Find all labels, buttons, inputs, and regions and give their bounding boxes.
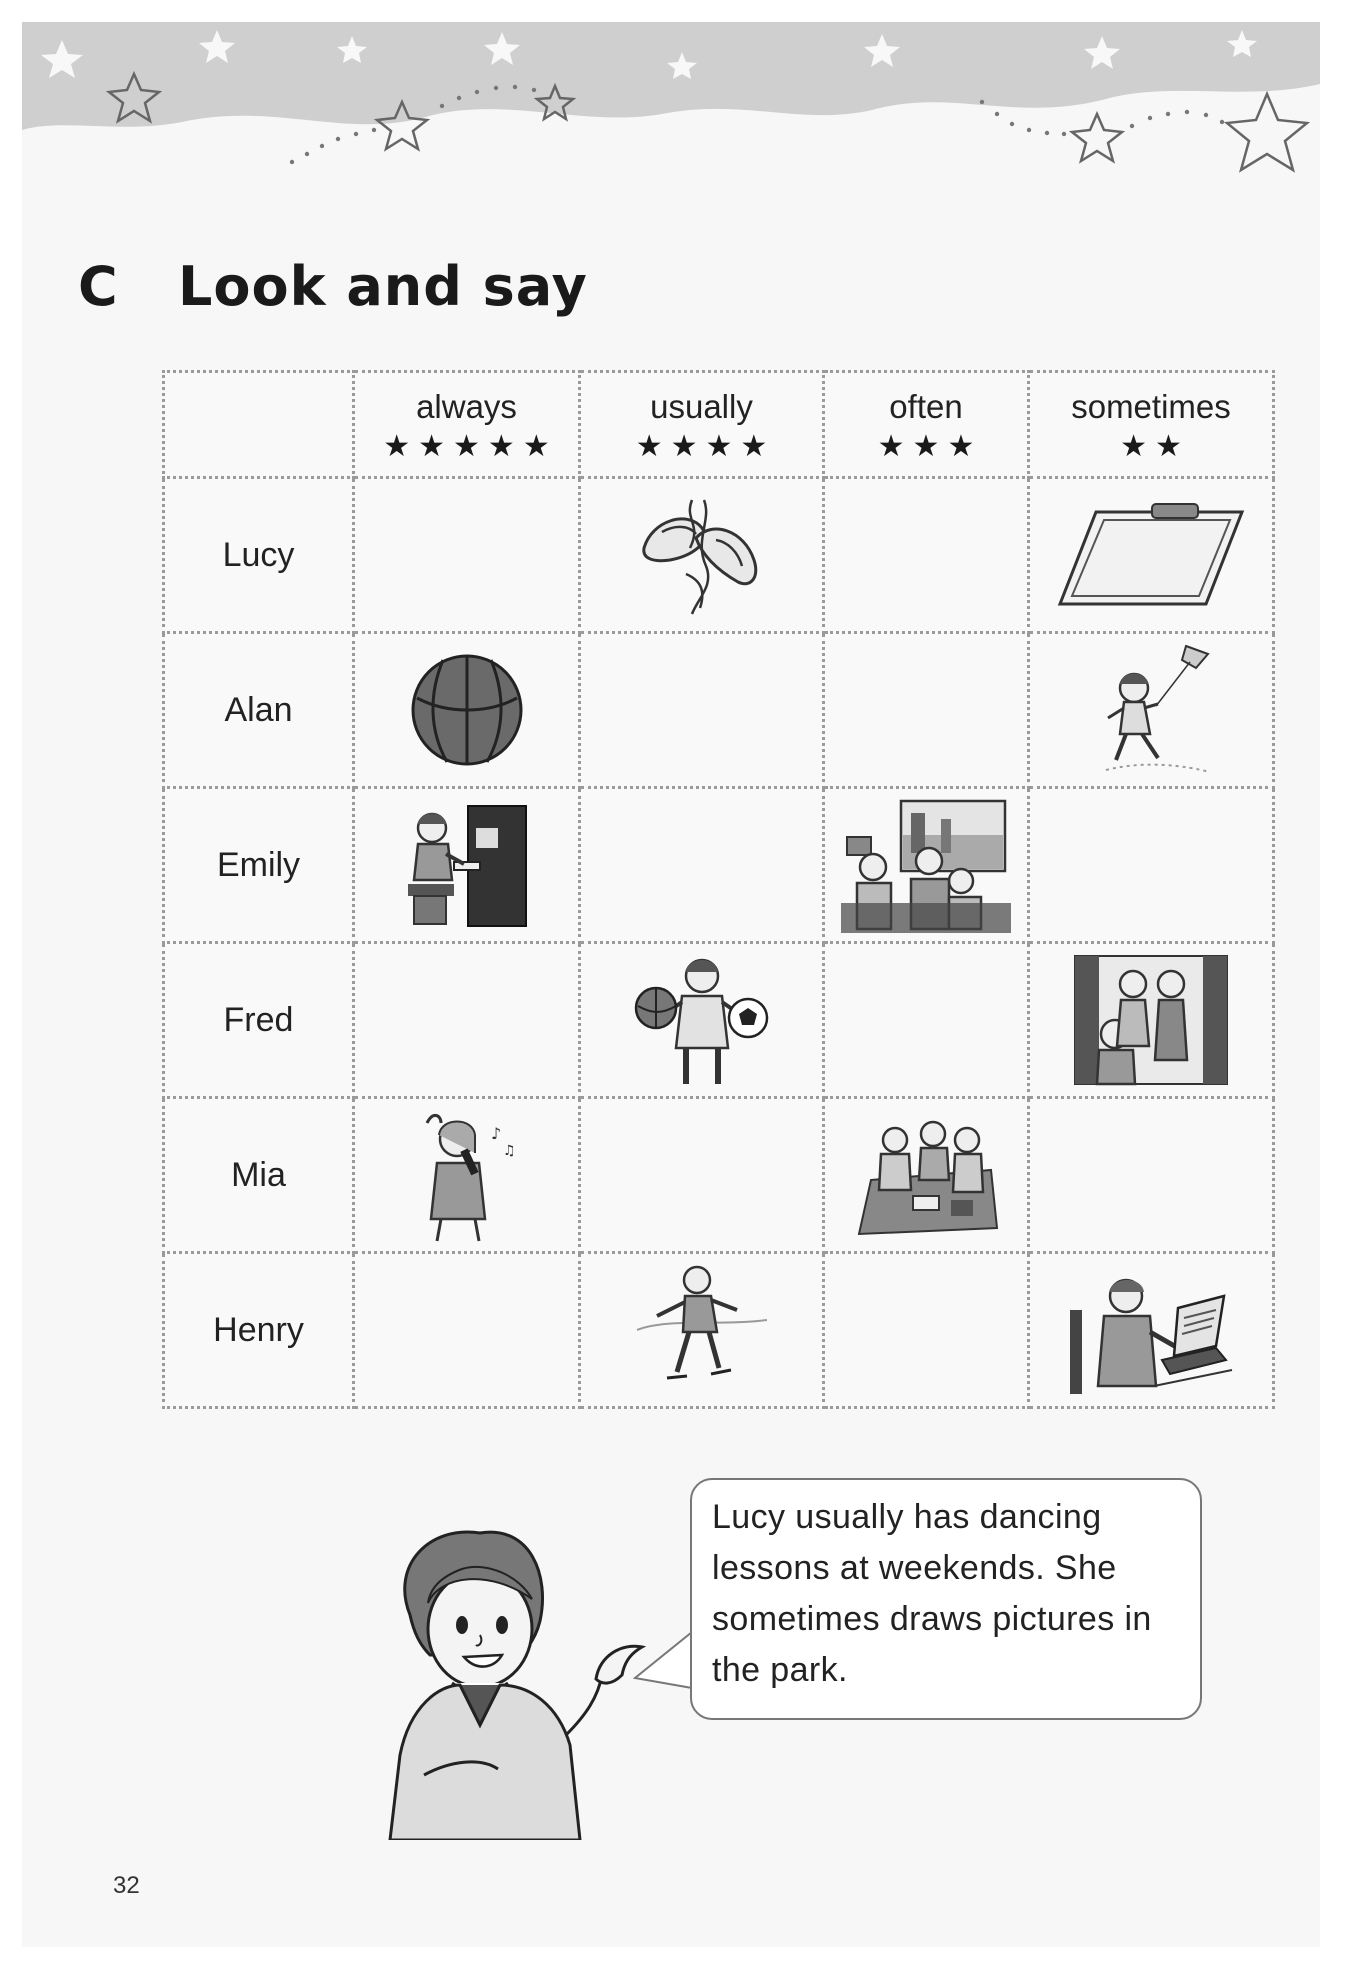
row-name: Alan [224, 690, 293, 729]
corner-cell [164, 372, 354, 478]
row-name: Emily [216, 845, 301, 884]
table-row [164, 478, 1274, 633]
picture-cell [824, 1098, 1029, 1253]
picture-cell [580, 943, 824, 1098]
star-rating: ★★★★★ [383, 429, 558, 463]
cinema-audience-icon [841, 795, 1011, 935]
column-header-sometimes [1029, 372, 1274, 478]
picture-cell [824, 788, 1029, 943]
speech-bubble [690, 1478, 1202, 1720]
girl-singing-icon [407, 1105, 527, 1245]
empty-cell [580, 788, 824, 943]
row-name-cell [164, 633, 354, 788]
empty-cell [354, 943, 580, 1098]
empty-cell [824, 943, 1029, 1098]
table-row [164, 943, 1274, 1098]
picture-cell [354, 1098, 580, 1253]
empty-cell [1029, 788, 1274, 943]
row-name-cell [164, 788, 354, 943]
empty-cell [824, 633, 1029, 788]
empty-cell [354, 1253, 580, 1408]
frequency-label: always [416, 387, 517, 425]
basketball-icon [407, 650, 527, 770]
speech-text: Lucy usually has dancing lessons at weekends. She sometimes draws pictures in the park. [712, 1498, 1152, 1689]
star-banner-decoration [22, 22, 1320, 212]
svg-text:♫: ♫ [502, 1143, 516, 1159]
frequency-label: usually [650, 387, 753, 425]
row-name: Fred [223, 1000, 294, 1039]
boy-flying-kite-icon [1086, 640, 1216, 780]
picture-cell [580, 478, 824, 633]
picture-cell [354, 788, 580, 943]
picture-cell [1029, 633, 1274, 788]
boy-ice-skating-icon [637, 1260, 767, 1400]
empty-cell [824, 1253, 1029, 1408]
page-number: 32 [113, 1872, 140, 1899]
frequency-label: often [889, 387, 963, 425]
section-title: Look and say [178, 255, 588, 318]
boy-using-computer-icon [1066, 1260, 1236, 1400]
empty-cell [1029, 1098, 1274, 1253]
row-name-cell [164, 478, 354, 633]
svg-text:♪: ♪ [490, 1124, 501, 1143]
row-name-cell [164, 1098, 354, 1253]
row-name: Lucy [222, 535, 295, 574]
visiting-family-icon [1071, 950, 1231, 1090]
star-rating: ★★★ [877, 429, 983, 463]
girl-playing-piano-icon [402, 800, 532, 930]
empty-cell [354, 478, 580, 633]
ballet-shoes-icon [632, 490, 772, 620]
row-name: Mia [231, 1155, 286, 1194]
section-letter: C [78, 255, 119, 318]
star-rating: ★★★★ [635, 429, 776, 463]
header-row [164, 372, 1274, 478]
row-name-cell [164, 1253, 354, 1408]
table-row [164, 788, 1274, 943]
picture-cell [580, 1253, 824, 1408]
frequency-table [162, 370, 1272, 1395]
column-header-always [354, 372, 580, 478]
star-rating: ★★ [1120, 429, 1190, 463]
empty-cell [580, 633, 824, 788]
picture-cell [1029, 1253, 1274, 1408]
row-name-cell [164, 943, 354, 1098]
picture-cell [1029, 478, 1274, 633]
empty-cell [824, 478, 1029, 633]
table-row [164, 633, 1274, 788]
picture-cell [354, 633, 580, 788]
empty-cell [580, 1098, 824, 1253]
clipboard-drawing-icon [1056, 500, 1246, 610]
boy-holding-balls-icon [632, 950, 772, 1090]
picture-cell [1029, 943, 1274, 1098]
table-row [164, 1098, 1274, 1253]
column-header-often [824, 372, 1029, 478]
column-header-usually [580, 372, 824, 478]
section-heading [78, 255, 588, 318]
family-picnic-icon [851, 1110, 1001, 1240]
girl-speaker-illustration [370, 1525, 655, 1840]
table-row [164, 1253, 1274, 1408]
row-name: Henry [213, 1310, 304, 1349]
frequency-label: sometimes [1071, 387, 1231, 425]
